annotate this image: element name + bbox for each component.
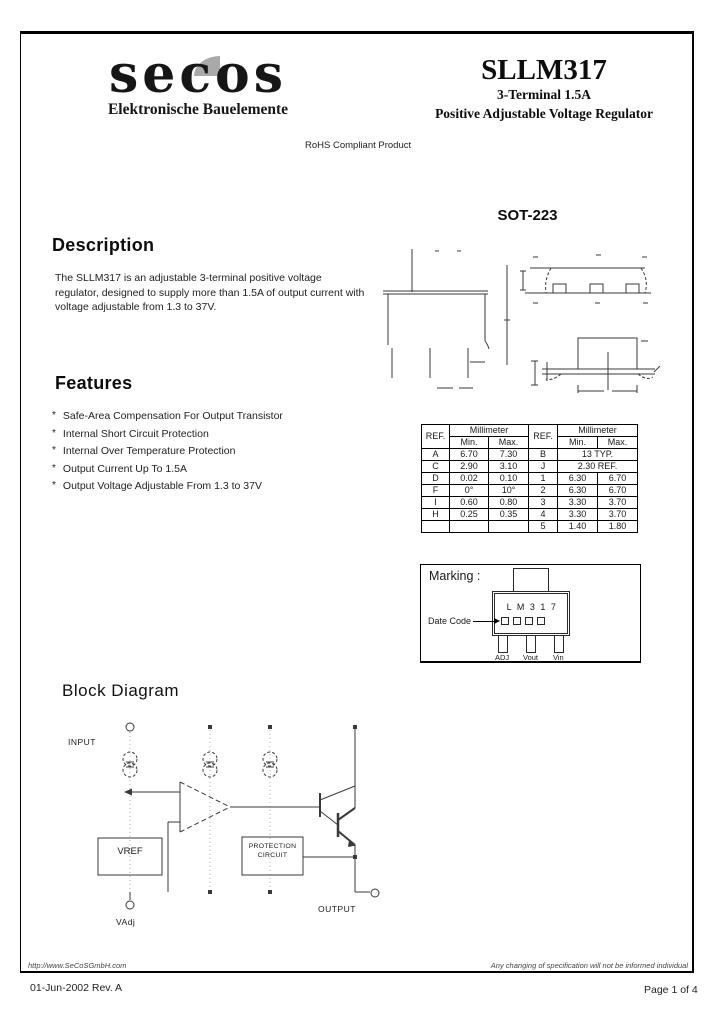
- lead-vin: [554, 635, 564, 653]
- feature-text: Output Current Up To 1.5A: [62, 462, 188, 475]
- pin-label-adj: ADJ: [495, 653, 510, 662]
- bullet: *: [52, 462, 56, 474]
- dim-row: [422, 485, 638, 497]
- protection-label-line1: PROTECTION: [248, 843, 297, 850]
- block-diagram-heading: Block Diagram: [62, 681, 180, 700]
- features-list: [52, 411, 372, 499]
- pin-label-vin: Vin: [553, 653, 564, 662]
- output-terminal-label: OUTPUT: [318, 904, 356, 914]
- date-code-box: [501, 617, 509, 625]
- footer-revision: 01-Jun-2002 Rev. A: [30, 982, 123, 994]
- footer-notice: Any changing of specification will not be informed individual: [490, 961, 688, 970]
- dim-cell: 10°: [489, 485, 529, 497]
- dim-cell: 0.10: [489, 473, 529, 485]
- dim-cell: 1: [529, 473, 558, 485]
- dimension-table: [421, 424, 638, 533]
- dim-cell: B: [529, 449, 558, 461]
- dim-header: REF.: [422, 425, 450, 449]
- dim-cell: 2: [529, 485, 558, 497]
- bullet: *: [52, 410, 56, 421]
- marking-section: [420, 564, 641, 663]
- dim-row: [422, 497, 638, 509]
- logo-subtitle: Elektronische Bauelemente: [107, 101, 289, 118]
- dim-cell: J: [529, 461, 558, 473]
- dim-cell: [422, 521, 450, 533]
- feature-item: [52, 429, 372, 440]
- dim-header: Min.: [450, 437, 489, 449]
- dim-row: [422, 473, 638, 485]
- dim-cell: I: [422, 497, 450, 509]
- protection-block-label: [242, 843, 303, 860]
- part-number: SLLM317: [481, 54, 607, 86]
- dim-cell: 3.70: [598, 509, 638, 521]
- dim-cell: 0.60: [450, 497, 489, 509]
- feature-item: [52, 446, 372, 457]
- dim-cell: H: [422, 509, 450, 521]
- dim-cell: 6.70: [598, 485, 638, 497]
- dim-cell: 3.30: [558, 497, 598, 509]
- bullet: *: [52, 480, 56, 491]
- feature-item: [52, 481, 372, 492]
- logo: [98, 44, 298, 105]
- dim-cell: 0.25: [450, 509, 489, 521]
- title-subtitle-1: 3-Terminal 1.5A: [497, 87, 591, 102]
- dim-cell: 3: [529, 497, 558, 509]
- date-code-boxes: [501, 617, 545, 625]
- dim-cell: 3.30: [558, 509, 598, 521]
- marking-code: L M 3 1 7: [506, 602, 558, 612]
- lead-vout: [526, 635, 536, 653]
- date-code-box: [513, 617, 521, 625]
- footer-url: http://www.SeCoSGmbH.com: [28, 961, 127, 970]
- logo-text: secos: [109, 44, 287, 105]
- date-code-arrowhead-icon: [494, 618, 500, 624]
- feature-text: Internal Over Temperature Protection: [62, 445, 236, 457]
- dim-cell: 6.30: [558, 485, 598, 497]
- dim-header: Min.: [558, 437, 598, 449]
- dim-cell: 5: [529, 521, 558, 533]
- description-body: The SLLM317 is an adjustable 3-terminal positive voltage regulator, designed to supply more than 1.5A of output current with voltage adjustable from 1.3 to 37V.: [55, 272, 365, 313]
- dim-cell: A: [422, 449, 450, 461]
- pin-label-vout: Vout: [523, 653, 539, 662]
- package-tab: [513, 568, 549, 592]
- dim-cell: [489, 521, 529, 533]
- dim-header: REF.: [529, 425, 558, 449]
- input-terminal-label: INPUT: [68, 737, 96, 747]
- dim-cell: 2.30 REF.: [558, 461, 638, 473]
- dim-cell: 1.40: [558, 521, 598, 533]
- package-name: SOT-223: [497, 207, 558, 224]
- dim-cell: 0°: [450, 485, 489, 497]
- dim-cell: 13 TYP.: [558, 449, 638, 461]
- dim-header: Max.: [598, 437, 638, 449]
- dim-row: [422, 461, 638, 473]
- dim-cell: 0.02: [450, 473, 489, 485]
- dim-cell: 6.30: [558, 473, 598, 485]
- dim-cell: 0.80: [489, 497, 529, 509]
- dim-cell: [450, 521, 489, 533]
- feature-item: [52, 464, 372, 475]
- vref-block-label: VREF: [117, 846, 143, 857]
- dim-cell: D: [422, 473, 450, 485]
- bullet: *: [52, 445, 56, 456]
- dim-header: Millimeter: [558, 425, 638, 437]
- date-code-label: Date Code: [428, 616, 472, 626]
- feature-text: Internal Short Circuit Protection: [62, 427, 209, 440]
- feature-item: [52, 411, 372, 422]
- footer-page-number: Page 1 of 4: [644, 984, 698, 996]
- dim-cell: 6.70: [450, 449, 489, 461]
- dim-cell: 2.90: [450, 461, 489, 473]
- dim-cell: C: [422, 461, 450, 473]
- vadj-terminal-label: VAdj: [116, 917, 136, 927]
- dim-row: [422, 449, 638, 461]
- dim-cell: F: [422, 485, 450, 497]
- bullet: *: [52, 427, 56, 439]
- dim-cell: 1.80: [598, 521, 638, 533]
- date-code-arrow: [473, 621, 494, 622]
- description-heading: Description: [52, 235, 155, 255]
- dim-cell: 6.70: [598, 473, 638, 485]
- lead-adj: [498, 635, 508, 653]
- date-code-box: [537, 617, 545, 625]
- marking-heading: Marking :: [429, 569, 481, 583]
- feature-text: Output Voltage Adjustable From 1.3 to 37V: [62, 480, 262, 492]
- package-body: [492, 591, 570, 636]
- dim-header: Millimeter: [450, 425, 529, 437]
- package-outline-drawing: [375, 235, 687, 407]
- dim-cell: 4: [529, 509, 558, 521]
- dim-header-row: [422, 425, 638, 437]
- protection-label-line2: CIRCUIT: [257, 851, 288, 859]
- features-heading: Features: [55, 373, 133, 393]
- dim-cell: 3.10: [489, 461, 529, 473]
- dim-cell: 7.30: [489, 449, 529, 461]
- dim-row: [422, 509, 638, 521]
- feature-text: Safe-Area Compensation For Output Transistor: [62, 410, 283, 422]
- dim-cell: 3.70: [598, 497, 638, 509]
- dim-cell: 0.35: [489, 509, 529, 521]
- package-body-inner: [494, 593, 568, 634]
- date-code-box: [525, 617, 533, 625]
- title-subtitle-2: Positive Adjustable Voltage Regulator: [435, 106, 653, 121]
- title-block: [415, 55, 673, 123]
- dim-row: [422, 521, 638, 533]
- rohs-note: RoHS Compliant Product: [305, 140, 412, 151]
- block-diagram-drawing: [55, 712, 400, 932]
- dim-header: Max.: [489, 437, 529, 449]
